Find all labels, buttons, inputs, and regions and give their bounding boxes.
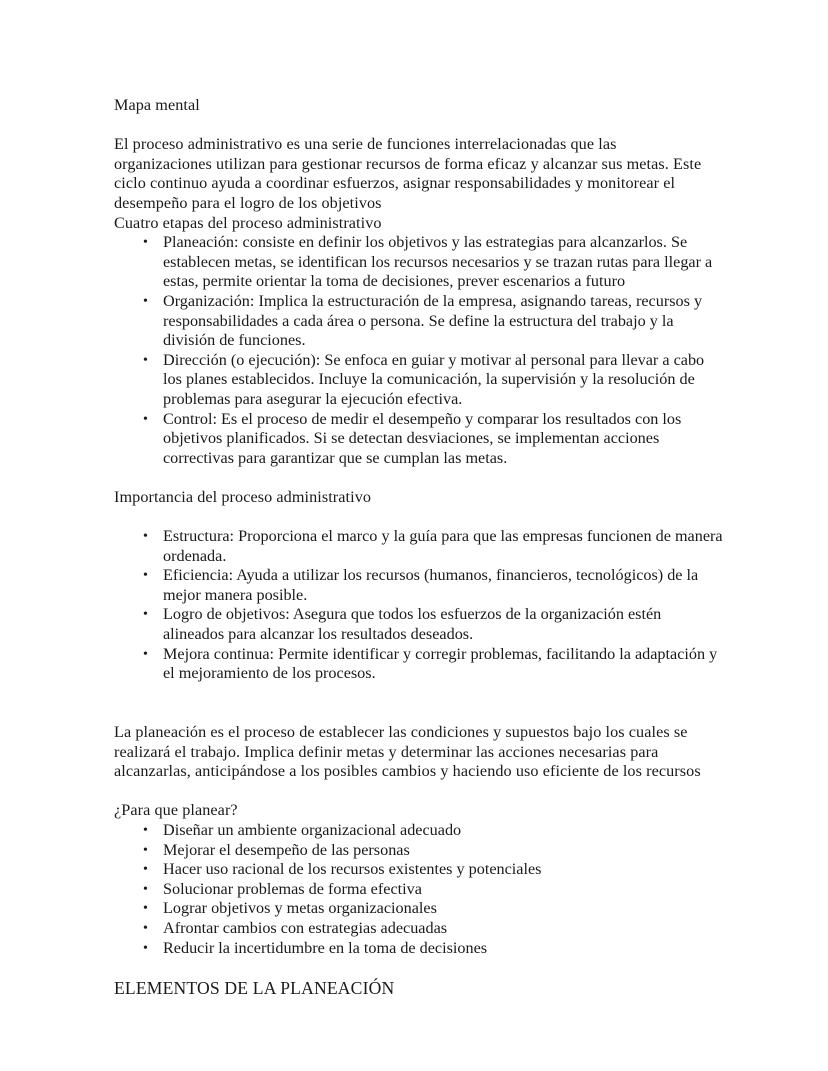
list-item: • Estructura: Proporciona el marco y la guía para que las empresas funcionen de manera ordenada. <box>114 527 723 566</box>
list-item: • Dirección (o ejecución): Se enfoca en guiar y motivar al personal para llevar a cabo los planes establecidos. Incluye la comunicación, la supervisión y la resolución de problemas para asegurar la ejecución efectiva. <box>114 351 723 410</box>
importancia-heading: Importancia del proceso administrativo <box>114 487 372 506</box>
para-que-list <box>114 821 714 958</box>
spacer <box>114 782 714 802</box>
intro-paragraph: El proceso administrativo es una serie de funciones interrelacionadas que las organizaciones utilizan para gestionar recursos de forma eficaz y alcanzar sus metas. Este ciclo continuo ayuda a coordinar esfuerzos, asignar responsabilidades y monitorear el desempeño para el logro de los objetivos <box>114 135 702 212</box>
list-item: • Solucionar problemas de forma efectiva <box>114 880 723 900</box>
spacer <box>114 684 714 723</box>
para-que-heading: ¿Para que planear? <box>114 801 238 820</box>
spacer <box>114 116 714 136</box>
planeacion-paragraph: La planeación es el proceso de establecer las condiciones y supuestos bajo los cuales se realizará el trabajo. Implica definir metas y determinar las acciones necesarias para alcanzarlas, anticipándose a los posibles cambios y haciendo uso eficiente de los recursos <box>114 723 701 781</box>
list-item: • Mejorar el desempeño de las personas <box>114 841 723 861</box>
list-item: • Afrontar cambios con estrategias adecuadas <box>114 919 723 939</box>
spacer <box>114 468 714 488</box>
document-body <box>114 96 723 999</box>
list-item: • Control: Es el proceso de medir el desempeño y comparar los resultados con los objetivos planificados. Si se detectan desviaciones, se implementan acciones correctivas para garantizar que se cumplan las metas. <box>114 410 723 469</box>
list-item: • Planeación: consiste en definir los objetivos y las estrategias para alcanzarlos. Se establecen metas, se identifican los recursos necesarios y se trazan rutas para llegar a estas, permite orientar la toma de decisiones, prever escenarios a futuro <box>114 233 723 292</box>
etapas-list <box>114 233 714 468</box>
list-item: • Reducir la incertidumbre en la toma de decisiones <box>114 939 723 959</box>
spacer <box>114 958 714 978</box>
list-item: • Logro de objetivos: Asegura que todos los esfuerzos de la organización estén alineados para alcanzar los resultados deseados. <box>114 605 723 644</box>
etapas-heading: Cuatro etapas del proceso administrativo <box>114 213 382 232</box>
page-title: Mapa mental <box>114 96 200 114</box>
list-item: • Mejora continua: Permite identificar y corregir problemas, facilitando la adaptación y el mejoramiento de los procesos. <box>114 645 723 684</box>
list-item: • Eficiencia: Ayuda a utilizar los recursos (humanos, financieros, tecnológicos) de la mejor manera posible. <box>114 566 723 605</box>
list-item: • Lograr objetivos y metas organizacionales <box>114 899 723 919</box>
list-item: • Diseñar un ambiente organizacional adecuado <box>114 821 723 841</box>
list-item: • Organización: Implica la estructuración de la empresa, asignando tareas, recursos y responsabilidades a cada área o persona. Se define la estructura del trabajo y la división de funciones. <box>114 292 723 351</box>
list-item: • Hacer uso racional de los recursos existentes y potenciales <box>114 860 723 880</box>
importancia-list <box>114 527 723 684</box>
spacer <box>114 507 714 527</box>
elementos-heading: ELEMENTOS DE LA PLANEACIÓN <box>114 977 395 998</box>
